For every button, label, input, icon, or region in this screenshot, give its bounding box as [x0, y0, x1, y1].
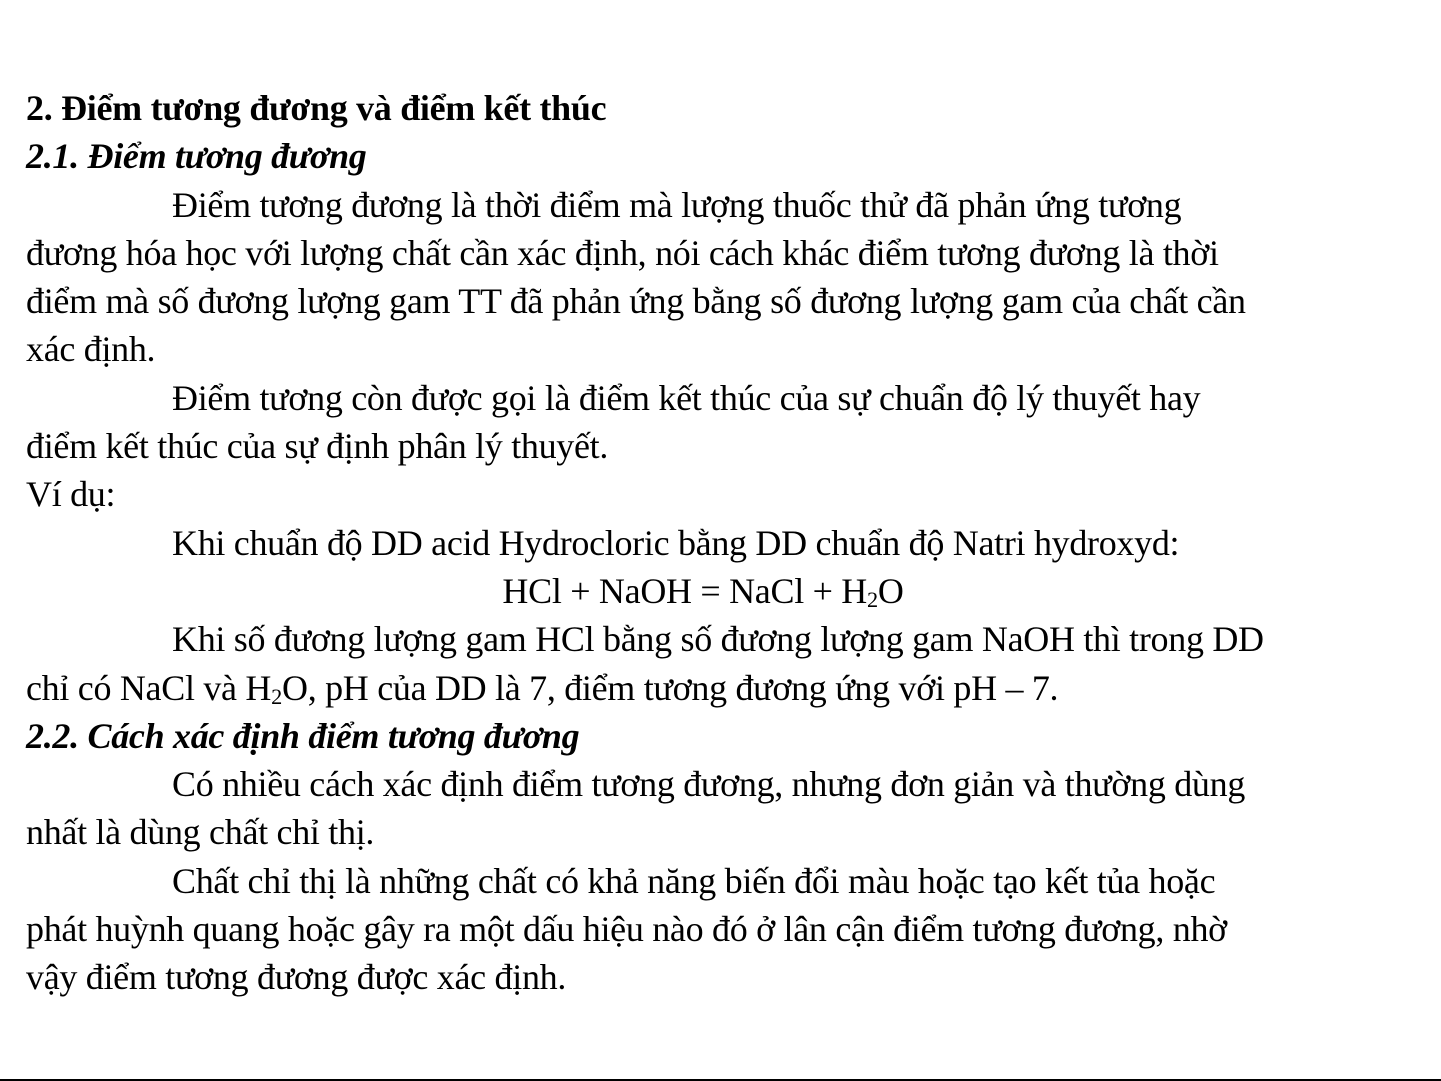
paragraph-line: xác định. — [26, 329, 156, 370]
paragraph-line: Có nhiều cách xác định điểm tương đương, nhưng đơn giản và thường dùng — [172, 764, 1246, 805]
paragraph-line: điểm mà số đương lượng gam TT đã phản ứng bằng số đương lượng gam của chất cần — [26, 281, 1246, 322]
paragraph-line: điểm kết thúc của sự định phân lý thuyết. — [26, 426, 609, 467]
equation-subscript: 2 — [867, 586, 878, 612]
paragraph-line: vậy điểm tương đương được xác định. — [26, 957, 567, 998]
equation-left: HCl + NaOH = NaCl + H — [502, 570, 868, 611]
text-after-subscript: O, pH của DD là 7, điểm tương đương ứng với pH – 7. — [282, 667, 1059, 708]
chemical-equation — [26, 567, 1418, 615]
paragraph-line: Khi số đương lượng gam HCl bằng số đương lượng gam NaOH thì trong DD — [172, 619, 1264, 660]
paragraph-line: Điểm tương đương là thời điểm mà lượng thuốc thử đã phản ứng tương — [172, 184, 1182, 225]
paragraph-line: nhất là dùng chất chỉ thị. — [26, 812, 375, 853]
equation-right: O — [877, 570, 904, 611]
paragraph-line: Điểm tương còn được gọi là điểm kết thúc của sự chuẩn độ lý thuyết hay — [172, 377, 1201, 418]
paragraph-line: đương hóa học với lượng chất cần xác định, nói cách khác điểm tương đương là thời — [26, 232, 1219, 273]
example-label: Ví dụ: — [26, 474, 116, 515]
paragraph-line: phát huỳnh quang hoặc gây ra một dấu hiệu nào đó ở lân cận điểm tương đương, nhờ — [26, 909, 1227, 950]
water-subscript: 2 — [271, 683, 282, 709]
paragraph-line: Chất chỉ thị là những chất có khả năng biến đổi màu hoặc tạo kết tủa hoặc — [172, 860, 1216, 901]
main-heading: 2. Điểm tương đương và điểm kết thúc — [26, 88, 607, 128]
document-page — [26, 84, 1418, 1002]
text-before-subscript: chỉ có NaCl và H — [26, 667, 272, 708]
paragraph-line — [26, 664, 1418, 712]
section-2-1-title: 2.1. Điểm tương đương — [26, 136, 367, 177]
example-intro: Khi chuẩn độ DD acid Hydrocloric bằng DD chuẩn độ Natri hydroxyd: — [172, 522, 1180, 563]
section-2-2-title: 2.2. Cách xác định điểm tương đương — [26, 715, 580, 756]
